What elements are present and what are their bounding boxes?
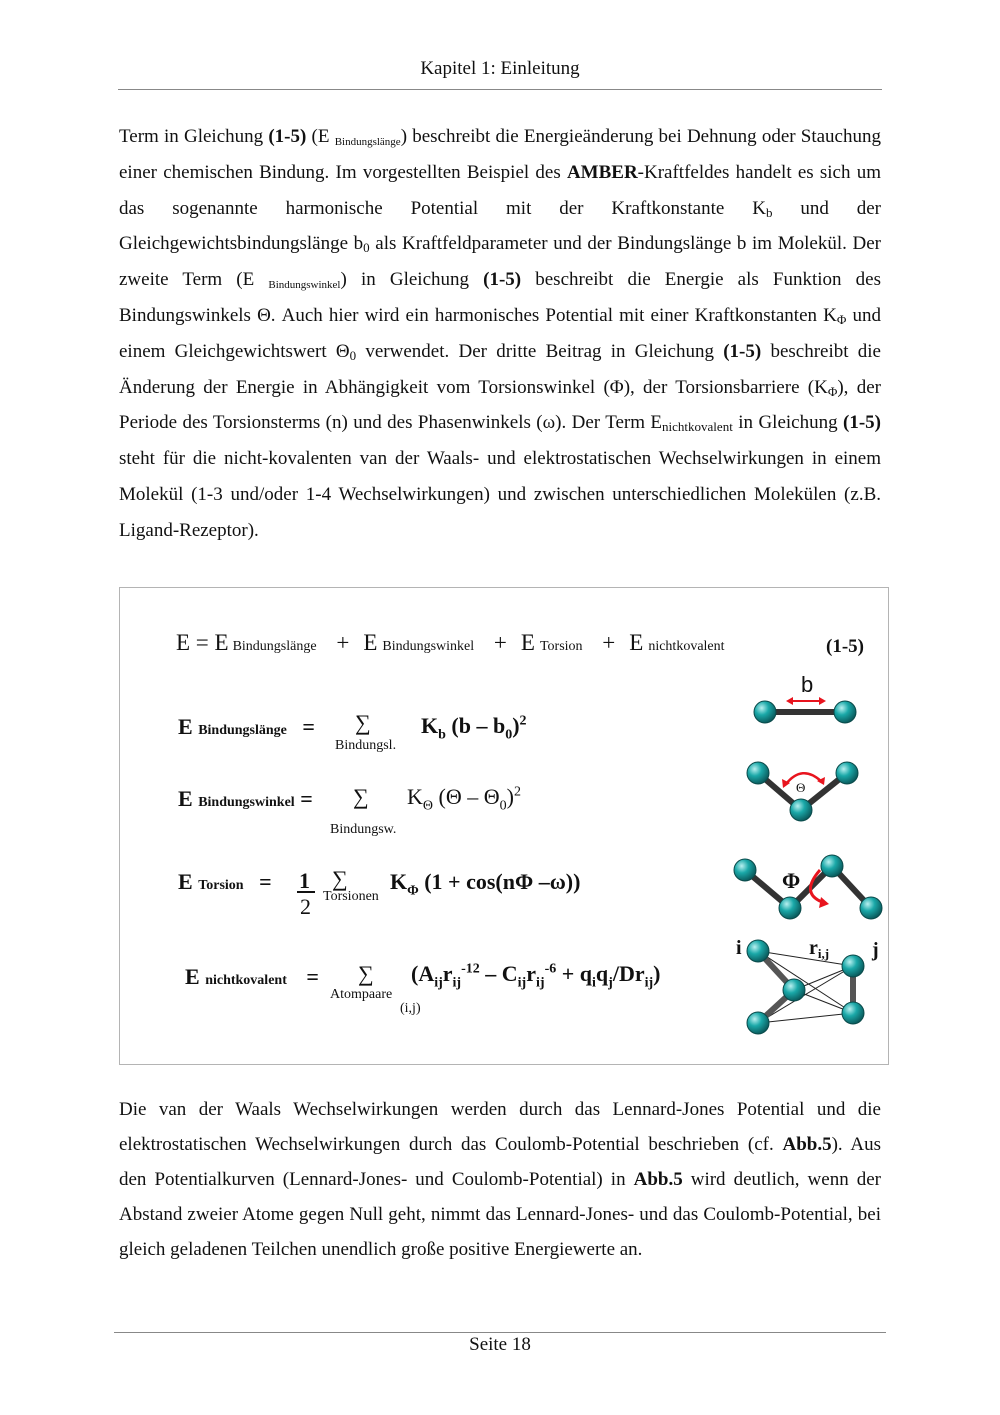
equation-bond-sum-index: Bindungsl. [335,738,397,753]
equation-torsion-fraction-den: 2 [300,894,311,919]
molecular-term-illustrations [120,588,890,1066]
bond-stretch-figure [754,672,856,723]
equation-bond-sum: ∑ [355,710,371,735]
equation-torsion-lhs: E Torsion = [178,869,272,894]
equation-nonbonded-sum-index: Atompaare [330,987,393,1002]
angle-label: Θ [796,780,806,795]
equation-angle-rhs: $K_\Theta$ $(\Theta - \Theta_0)^2$ [407,784,521,814]
atom [734,859,756,881]
equation-main: E = E Bindungslänge + E Bindungswinkel + E Torsion + E nichtkovalent [176,630,725,655]
equation-nonbonded-sum: ∑ [358,961,374,986]
equation-torsion-rhs: $K_\Phi$ (1 + cos(nΦ –ω)) [390,869,581,899]
paragraph-2: Die van der Waals Wechselwirkungen werden durch das Lennard-Jones Potential und die elektrostatischen Wechselwirkungen durch das Coulomb-Potential beschrieben (cf. Abb.5). Aus den Potentialkurven (Lennard-Jones- und Coulomb-Potential) in Abb.5 wird deutlich, wenn der Abstand zweier Atome gegen Null geht, nimmt das Lennard-Jones- und das Coulomb-Potential, bei gleich geladenen Teilchen unendlich große positive Energiewerte an. [119,1099,881,1260]
angle-bend-figure [747,762,858,821]
header-rule [118,89,882,90]
equation-torsion-sum-index: Torsionen [323,889,379,904]
equation-torsion-sum: ∑ [332,866,348,891]
atom [860,897,882,919]
paragraph-1: Term in Gleichung (1-5) (E $_{Bindungslänge}$) beschreibt die Energieänderung bei Dehnung oder Stauchung einer chemischen Bindung. Im vorgestellten Beispiel des AMBER-Kraftfeldes handelt es sich um das sogenannte harmonische Potential mit der Kraftkonstante $K_b$ und der Gleichgewichtsbindungslänge $b_0$ als Kraftfeldparameter und der Bindungslänge b im Molekül. Der zweite Term (E $_{Bindungswinkel}$) in Gleichung (1-5) beschreibt die Energie als Funktion des Bindungswinkels Θ. Auch hier wird ein harmonisches Potential mit einer Kraftkonstanten $K_\Phi$ und einem Gleichgewichtswert $\Theta_0$ verwendet. Der dritte Beitrag in Gleichung (1-5) beschreibt die Änderung der Energie in Abhängigkeit vom Torsionswinkel (Φ), der Torsionsbarriere $(K_\Phi)$, der Periode des Torsionsterms (n) und des Phasenwinkels (ω). Der Term $E_{nichtkovalent}$ in Gleichung (1-5) steht für die nicht-kovalenten van der Waals- und elektrostatischen Wechselwirkungen in einem Molekül (1-3 und/oder 1-4 Wechselwirkungen) und zwischen unterschiedlichen Molekülen (z.B. Ligand-Rezeptor). [119,126,881,541]
equation-torsion-fraction-num: 1 [299,868,310,893]
atom-i-label: i [736,937,742,959]
atom [747,1012,769,1034]
atom [783,979,805,1001]
force-field-equation-box [119,587,889,1065]
torsion-label: Φ [782,868,801,893]
equation-angle-lhs: E Bindungswinkel = [178,786,313,811]
running-header: Kapitel 1: Einleitung [420,58,580,79]
equation-angle-sum: ∑ [353,784,369,809]
atom-i [747,940,769,962]
footer-rule [114,1332,886,1333]
equation-nonbonded-lhs: E nichtkovalent = [185,964,319,989]
bond-label: b [801,672,814,697]
page-number: Seite 18 [469,1334,531,1355]
atom-j-label: j [872,939,879,961]
nonbonded-figure [736,937,879,1034]
atom [779,897,801,919]
equation-bond-lhs: E Bindungslänge = [178,714,315,739]
equation-bond-rhs: $K_b$ $(b - b_0)^2$ [421,713,527,743]
atom [754,701,776,723]
atom [790,799,812,821]
distance-label: $r_{i,j}$ [809,937,830,961]
atom [836,762,858,784]
atom [821,855,843,877]
equation-nonbonded-sum-pair: (i,j) [400,1001,421,1016]
equation-number: (1-5) [826,636,864,657]
atom-j [842,955,864,977]
atom [747,762,769,784]
atom [842,1002,864,1024]
equation-nonbonded-rhs: $(A_{ij}r_{ij}^{-12} - C_{ij}r_{ij}^{-6} + q_iq_j/Dr_{ij})$ [411,961,661,991]
torsion-figure [734,855,882,919]
atom [834,701,856,723]
equation-angle-sum-index: Bindungsw. [330,822,397,837]
